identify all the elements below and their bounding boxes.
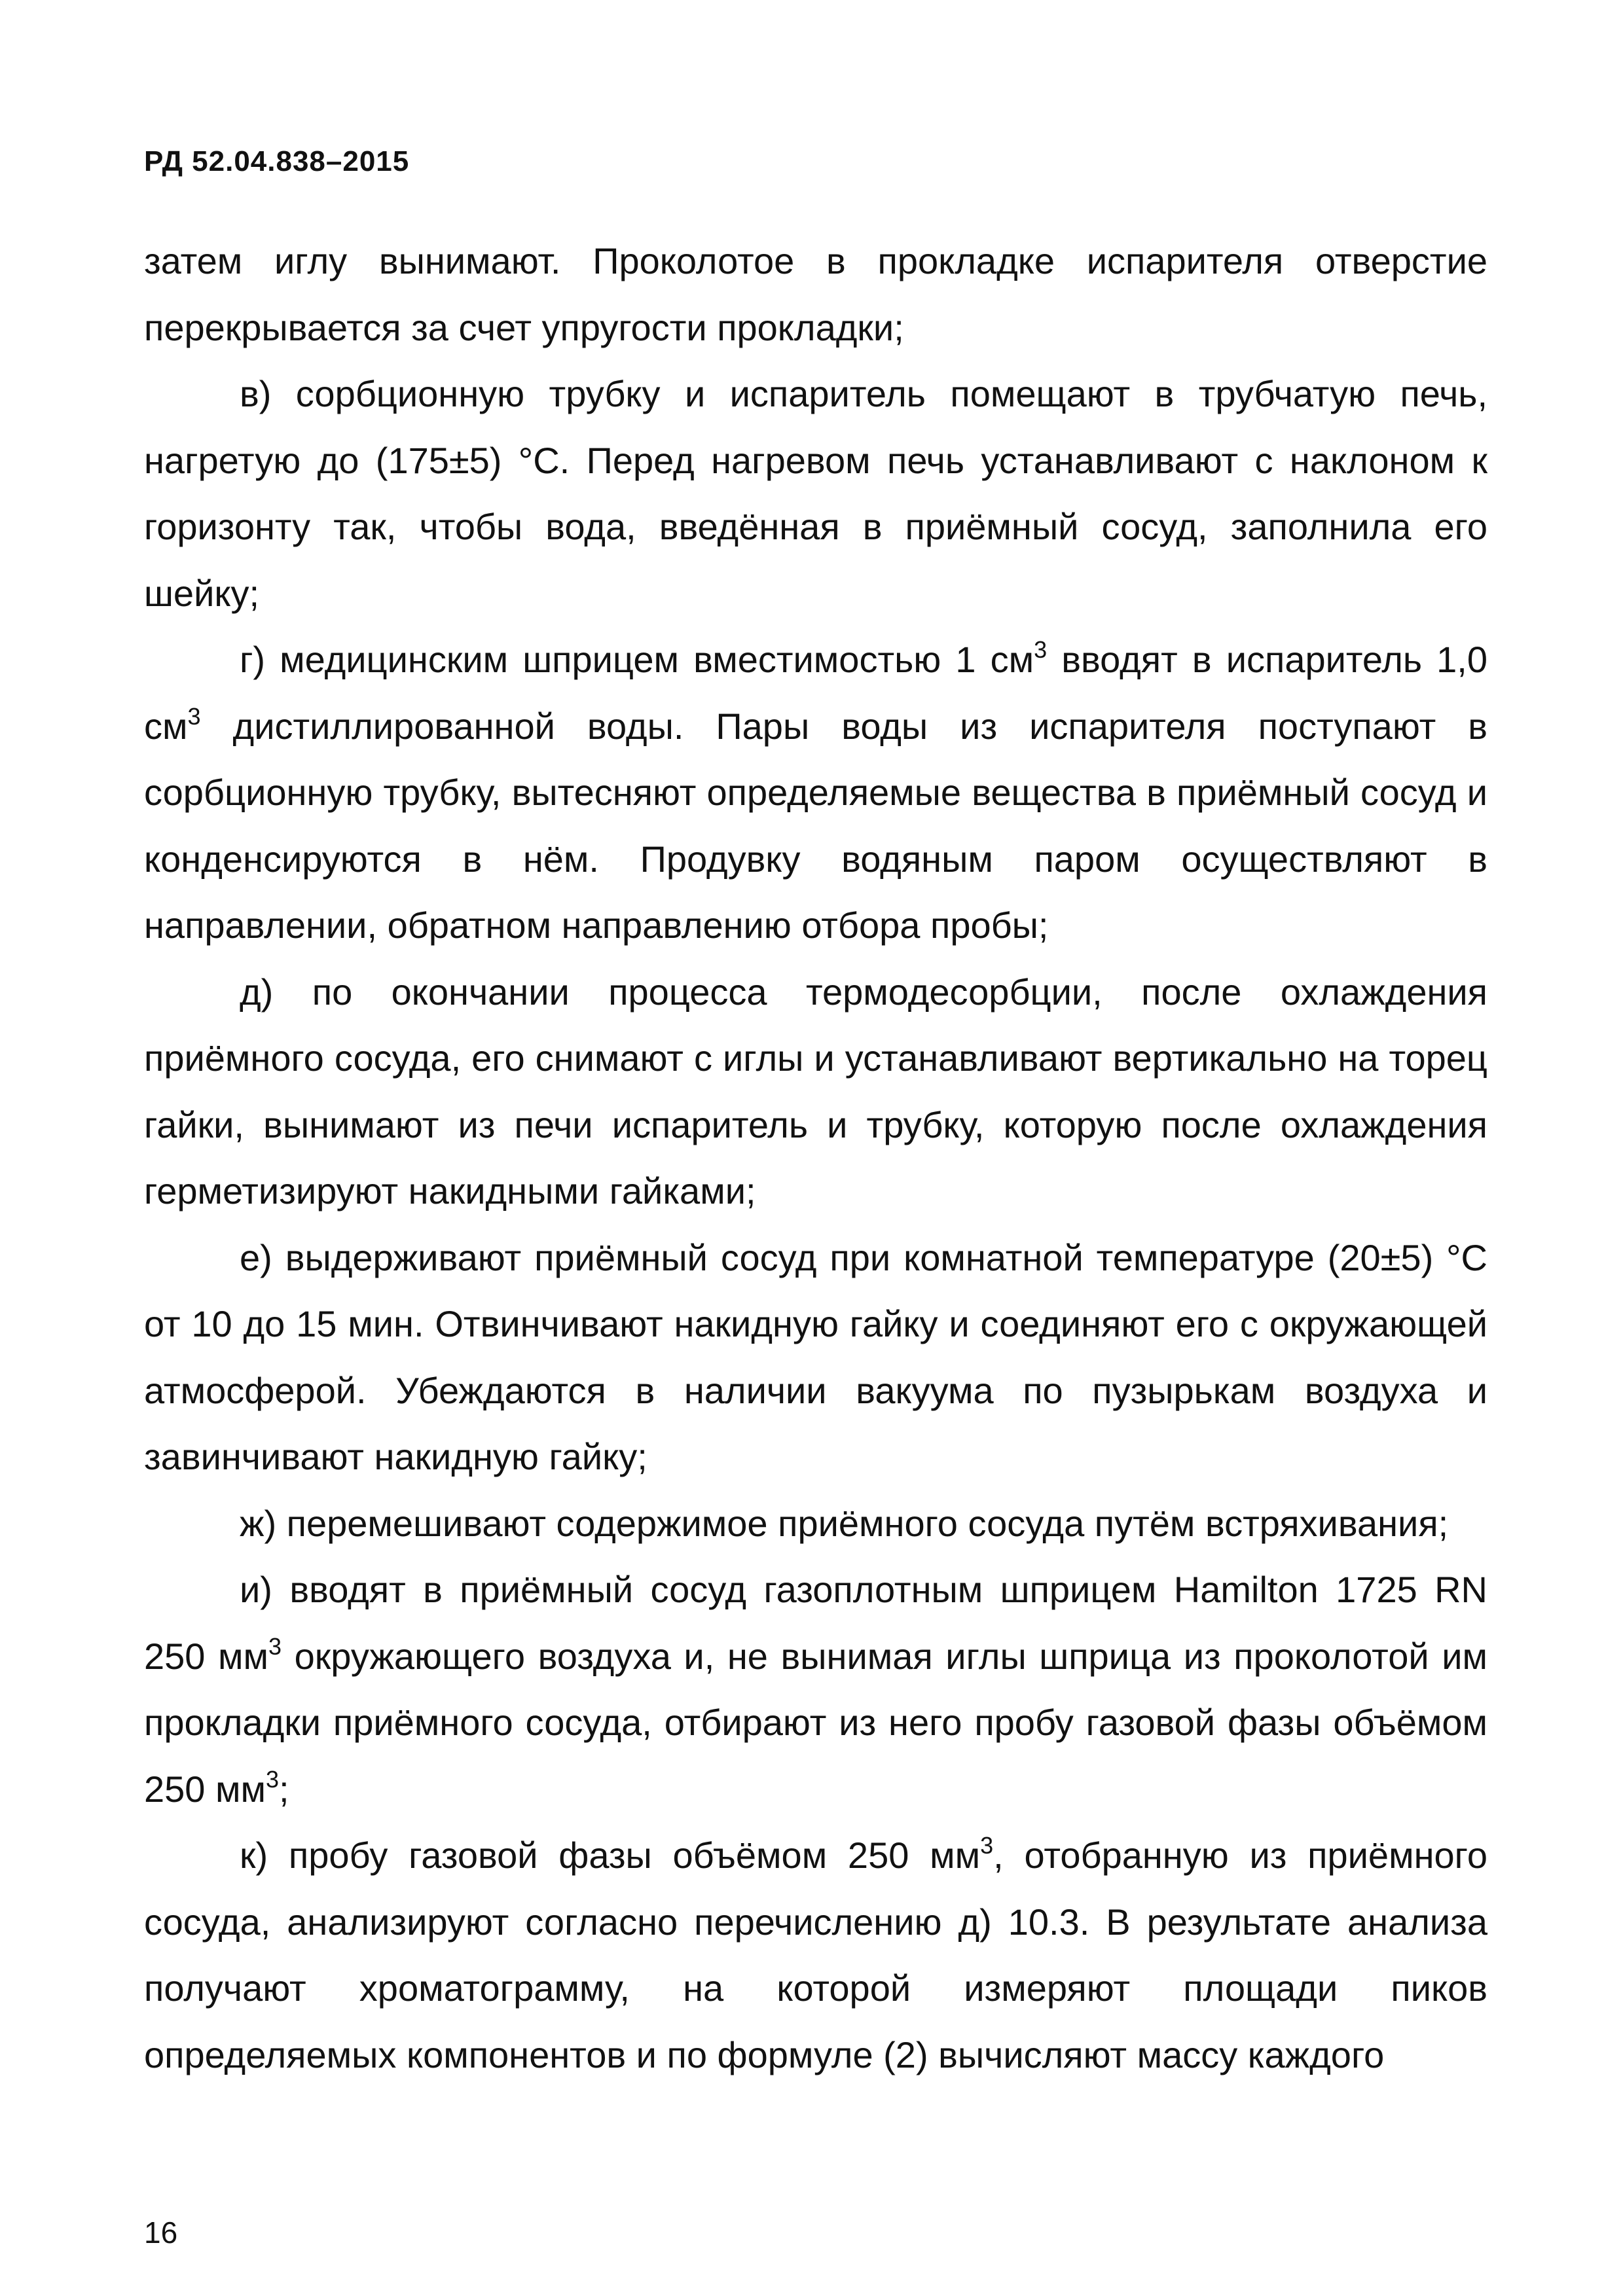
paragraph-text: , отобранную из приёмного сосуда, анализируют согласно перечислению д) 10.3. В результате анализа получают хроматограмму, на которой измеряют площади пиков определяемых компонентов и по формуле (2) вычисляют массу каждого [144,1835,1487,2075]
paragraph-text: ; [279,1768,289,1810]
paragraph-item-d: д) по окончании процесса термодесорбции, после охлаждения приёмного сосуда, его снимают с иглы и устанавливают вертикально на торец гайки, вынимают из печи испаритель и трубку, которую после охлаждения герметизируют накидными гайками; [144,971,1487,1211]
document-code-header: РД 52.04.838–2015 [144,145,410,177]
paragraph-text: и) вводят в приёмный сосуд газоплотным шприцем Hamilton 1725 RN 250 мм [144,1569,1487,1677]
paragraph-item-g [144,626,1487,959]
paragraph-text: дистиллированной воды. Пары воды из испарителя поступают в сорбционную трубку, вытесняют определяемые вещества в приёмный сосуд и конденсируются в нём. Продувку водяным паром осуществляют в направлении, обратном направлению отбора пробы; [144,705,1487,946]
paragraph-text: к) пробу газовой фазы объёмом 250 мм [240,1835,981,1876]
paragraph-item-v: в) сорбционную трубку и испаритель помещают в трубчатую печь, нагретую до (175±5) °С. Перед нагревом печь устанавливают с наклоном к горизонту так, чтобы вода, введённая в приёмный сосуд, заполнила его шейку; [144,373,1487,614]
superscript-3: 3 [187,702,201,730]
paragraph-text: окружающего воздуха и, не вынимая иглы шприца из проколотой им прокладки приёмного сосуда, отбирают из него пробу газовой фазы объёмом 250 мм [144,1635,1487,1810]
paragraph-item-i [144,1556,1487,1822]
document-body [144,228,1487,2088]
superscript-3: 3 [268,1632,282,1660]
superscript-3: 3 [266,1765,280,1793]
paragraph-item-zh: ж) перемешивают содержимое приёмного сосуда путём встряхивания; [240,1502,1449,1544]
paragraph-item-e: е) выдерживают приёмный сосуд при комнатной температуре (20±5) °С от 10 до 15 мин. Отвинчивают накидную гайку и соединяют его с окружающей атмосферой. Убеждаются в наличии вакуума по пузырькам воздуха и завинчивают накидную гайку; [144,1236,1487,1477]
page-number: 16 [144,2215,178,2250]
paragraph-text: вводят в испаритель 1,0 см [144,639,1488,747]
paragraph-text: г) медицинским шприцем вместимостью 1 см [240,639,1034,680]
paragraph-continuation: затем иглу вынимают. Проколотое в прокладке испарителя отверстие перекрывается за счет упругости прокладки; [144,240,1487,348]
paragraph-item-k [144,1822,1487,2088]
superscript-3: 3 [980,1832,994,1859]
superscript-3: 3 [1034,636,1048,663]
